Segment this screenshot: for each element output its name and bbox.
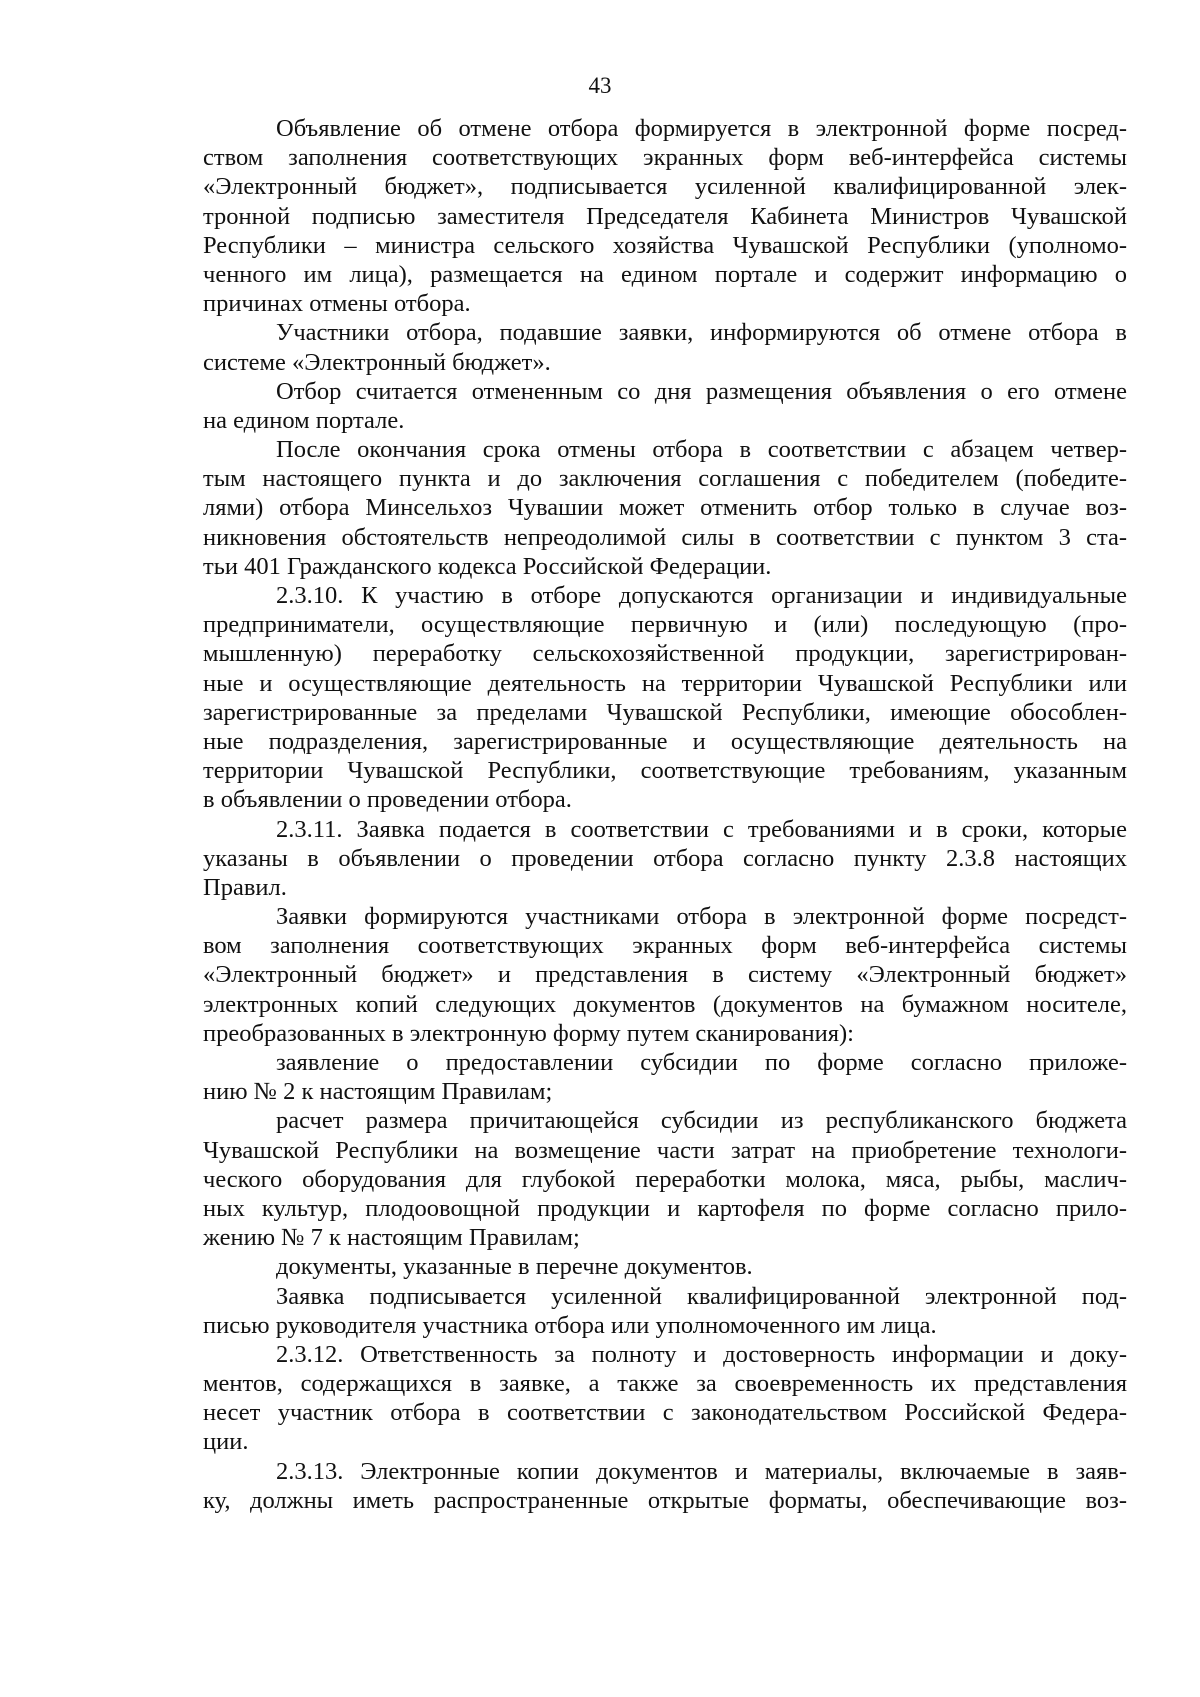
paragraph-p7: [203, 902, 1127, 1048]
text-line: ку, должны иметь распространенные открытые форматы, обеспечивающие воз-: [203, 1486, 1127, 1514]
paragraph-p4: [203, 435, 1127, 581]
text-line: После окончания срока отмены отбора в соответствии с абзацем четвер-: [276, 436, 1127, 464]
text-line: Заявка подписывается усиленной квалифицированной электронной под-: [276, 1282, 1127, 1310]
paragraph-p3: [203, 377, 1127, 435]
text-line: в объявлении о проведении отбора.: [203, 786, 572, 814]
text-line: 2.3.12. Ответственность за полноту и достоверность информации и доку-: [276, 1340, 1127, 1368]
text-line: ных культур, плодоовощной продукции и картофеля по форме согласно прило-: [203, 1194, 1127, 1222]
text-line: Отбор считается отмененным со дня размещения объявления о его отмене: [276, 377, 1127, 405]
text-line: ческого оборудования для глубокой переработки молока, мяса, рыбы, маслич-: [203, 1165, 1127, 1193]
text-line: электронных копий следующих документов (документов на бумажном носителе,: [203, 990, 1127, 1018]
text-line: Чувашской Республики на возмещение части затрат на приобретение технологи-: [203, 1136, 1127, 1164]
paragraph-p12: [203, 1340, 1127, 1457]
text-line: Республики – министра сельского хозяйства Чувашской Республики (уполномо-: [203, 231, 1127, 259]
paragraph-p10: [203, 1252, 1127, 1281]
text-line: предприниматели, осуществляющие первичную и (или) последующую (про-: [203, 611, 1127, 639]
text-line: документы, указанные в перечне документов.: [276, 1253, 753, 1281]
text-line: указаны в объявлении о проведении отбора согласно пункту 2.3.8 настоящих: [203, 844, 1127, 872]
text-line: территории Чувашской Республики, соответствующие требованиям, указанным: [203, 757, 1127, 785]
text-line: ные и осуществляющие деятельность на территории Чувашской Республики или: [203, 669, 1127, 697]
text-line: 2.3.11. Заявка подается в соответствии с требованиями и в сроки, которые: [276, 815, 1127, 843]
text-line: мышленную) переработку сельскохозяйственной продукции, зарегистрирован-: [203, 640, 1127, 668]
text-line: 2.3.13. Электронные копии документов и материалы, включаемые в заяв-: [276, 1457, 1127, 1485]
text-line: «Электронный бюджет» и представления в систему «Электронный бюджет»: [203, 961, 1127, 989]
text-line: 2.3.10. К участию в отборе допускаются организации и индивидуальные: [276, 582, 1127, 609]
paragraph-p2: [203, 318, 1127, 376]
text-line: Правил.: [203, 873, 287, 901]
text-line: преобразованных в электронную форму путем сканирования):: [203, 1019, 854, 1047]
paragraph-p11: [203, 1282, 1127, 1340]
text-line: никновения обстоятельств непреодолимой силы в соответствии с пунктом 3 ста-: [203, 523, 1127, 551]
text-line: заявление о предоставлении субсидии по форме согласно приложе-: [276, 1049, 1127, 1076]
text-line: ции.: [203, 1428, 249, 1456]
text-line: «Электронный бюджет», подписывается усиленной квалифицированной элек-: [203, 173, 1127, 201]
paragraph-p1: [203, 114, 1127, 318]
text-line: Заявки формируются участниками отбора в электронной форме посредст-: [276, 903, 1127, 931]
paragraph-p13: [203, 1457, 1127, 1515]
text-line: ные подразделения, зарегистрированные и осуществляющие деятельность на: [203, 727, 1127, 755]
text-line: Участники отбора, подавшие заявки, информируются об отмене отбора в: [276, 319, 1127, 347]
text-line: системе «Электронный бюджет».: [203, 348, 551, 376]
text-line: ментов, содержащихся в заявке, а также за своевременность их представления: [203, 1370, 1127, 1398]
text-line: Объявление об отмене отбора формируется в электронной форме посред-: [276, 115, 1127, 142]
text-line: вом заполнения соответствующих экранных форм веб-интерфейса системы: [203, 932, 1127, 960]
text-line: тьи 401 Гражданского кодекса Российской Федерации.: [203, 552, 772, 580]
paragraph-p9: [203, 1106, 1127, 1252]
text-line: расчет размера причитающейся субсидии из республиканского бюджета: [276, 1107, 1127, 1135]
text-line: нию № 2 к настоящим Правилам;: [203, 1078, 553, 1106]
paragraph-p8: [203, 1048, 1127, 1106]
text-line: ченного им лица), размещается на едином портале и содержит информацию о: [203, 260, 1127, 288]
paragraph-p5: [203, 581, 1127, 815]
text-line: тронной подписью заместителя Председателя Кабинета Министров Чувашской: [203, 202, 1127, 230]
text-line: зарегистрированные за пределами Чувашской Республики, имеющие обособлен-: [203, 698, 1127, 726]
paragraph-p6: [203, 815, 1127, 903]
text-line: тым настоящего пункта и до заключения соглашения с победителем (победите-: [203, 465, 1127, 493]
text-line: лями) отбора Минсельхоз Чувашии может отменить отбор только в случае воз-: [203, 494, 1127, 522]
text-line: писью руководителя участника отбора или уполномоченного им лица.: [203, 1311, 937, 1339]
document-body: [203, 114, 1127, 1515]
text-line: несет участник отбора в соответствии с законодательством Российской Федера-: [203, 1399, 1127, 1427]
page-number: 43: [588, 73, 612, 98]
text-line: причинах отмены отбора.: [203, 290, 471, 318]
text-line: ством заполнения соответствующих экранных форм веб-интерфейса системы: [203, 144, 1127, 172]
text-line: жению № 7 к настоящим Правилам;: [203, 1224, 580, 1252]
text-line: на едином портале.: [203, 406, 405, 434]
